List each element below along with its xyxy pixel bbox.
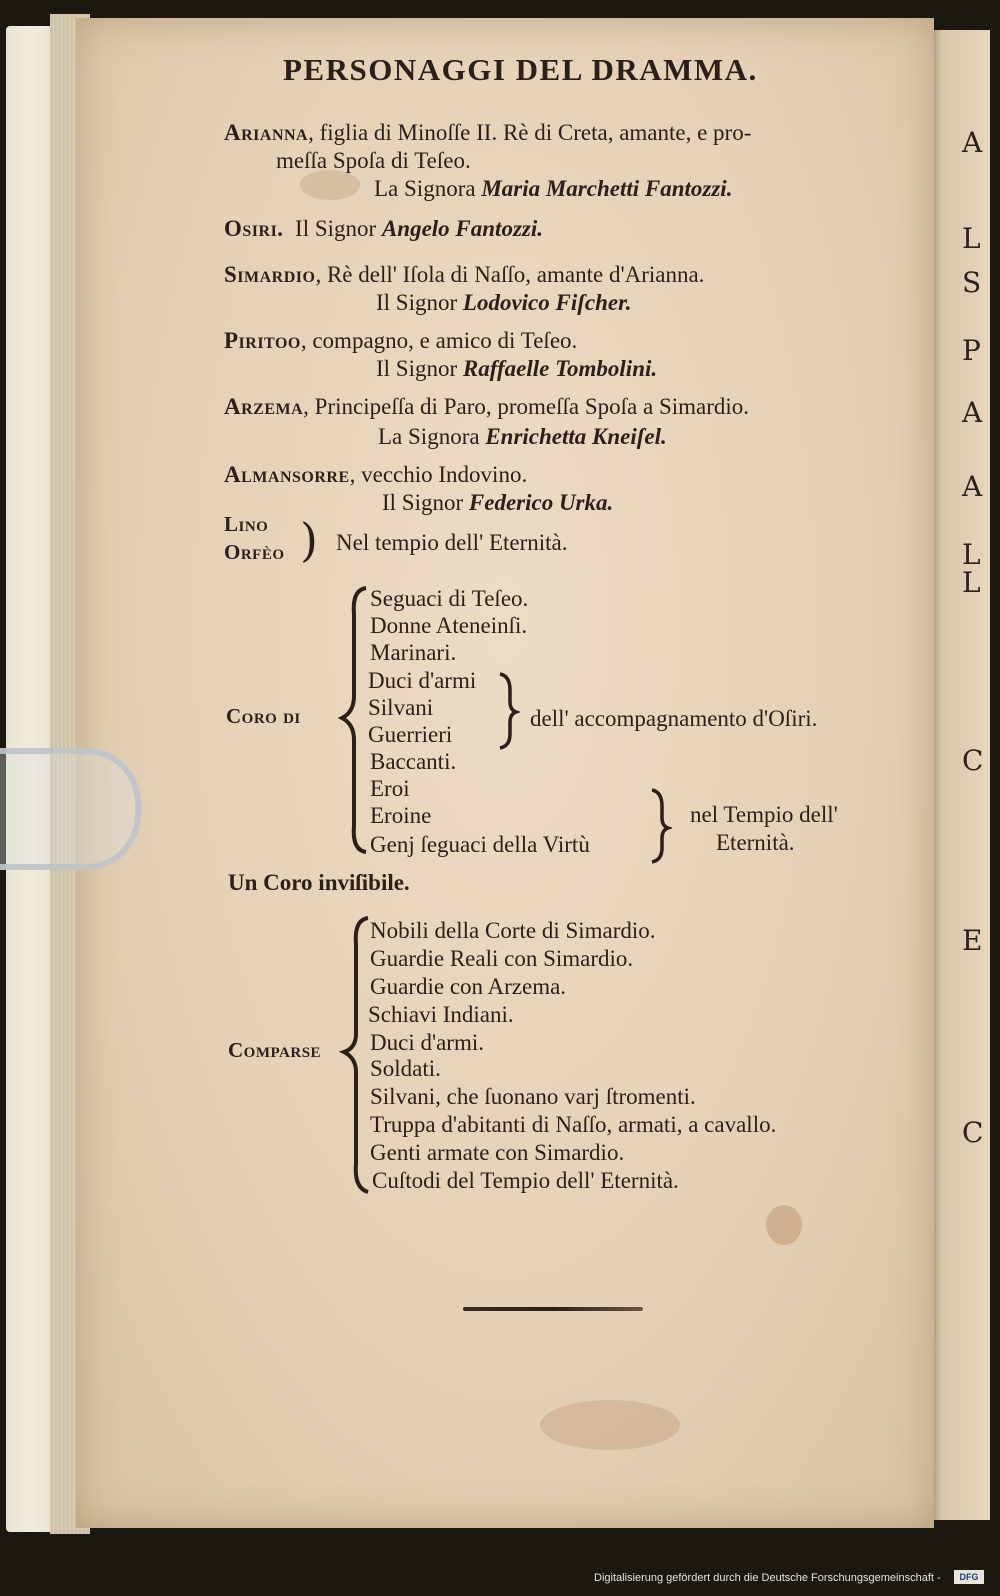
osiri-note: dell' accompagnamento d'Oſiri. [530, 706, 818, 731]
character-name-orfeo: Orfèo [224, 540, 285, 564]
performer-prefix: Il Signor [382, 490, 464, 515]
performer-name: Lodovico Fiſcher. [462, 290, 632, 315]
comparse-item: Guardie Reali con Simardio. [370, 946, 634, 971]
comparse-brace [338, 914, 372, 1196]
performer-line [382, 490, 613, 516]
character-entry-arianna [224, 120, 751, 146]
coro-item: Guerrieri [368, 722, 453, 747]
page-title: PERSONAGGI DEL DRAMMA. [283, 52, 758, 87]
character-name: Arzema [224, 394, 304, 419]
performer-line [378, 424, 667, 450]
coro-item: Duci d'armi [368, 668, 477, 693]
character-entry-almansorre [224, 462, 527, 488]
coro-item: Marinari. [370, 640, 457, 665]
facing-page-glyph: S [962, 266, 982, 299]
facing-page-glyph: L [962, 222, 981, 255]
character-entry-simardio [224, 262, 704, 288]
facing-page-glyph: A [962, 396, 983, 429]
performer-line [374, 176, 732, 202]
paper-stain [766, 1205, 802, 1245]
performer-name: Enrichetta Kneiſel. [485, 424, 667, 449]
coro-item: Genj ſeguaci della Virtù [370, 832, 590, 857]
comparse-item: Soldati. [370, 1056, 441, 1081]
character-description: , compagno, e amico di Teſeo. [300, 328, 578, 353]
facing-page-glyph: P [962, 334, 981, 367]
character-name: Piritoo [224, 328, 301, 353]
comparse-item: Silvani, che ſuonano varj ſtromenti. [370, 1084, 696, 1109]
comparse-item: Guardie con Arzema. [370, 974, 567, 999]
digitization-credit: Digitalisierung gefördert durch die Deutsche Forschungsgemeinschaft - [594, 1572, 941, 1584]
performer-prefix: La Signora [374, 176, 476, 201]
performer-prefix: Il Signor [376, 356, 458, 381]
character-entry-piritoo [224, 328, 577, 354]
character-description: , Rè dell' Iſola di Naſſo, amante d'Arianna. [315, 262, 705, 287]
coro-invisibile: Un Coro inviſibile. [228, 870, 410, 895]
lino-orfeo-note: Nel tempio dell' Eternità. [336, 530, 568, 555]
performer-prefix: La Signora [378, 424, 480, 449]
performer-line [376, 290, 632, 316]
coro-item: Donne Ateneinſi. [370, 613, 528, 638]
facing-page-glyph: C [962, 1116, 984, 1149]
comparse-item: Nobili della Corte di Simardio. [370, 918, 656, 943]
facing-page-glyph: A [962, 470, 983, 503]
character-name: Arianna [224, 120, 309, 145]
character-description: , figlia di Minoſſe II. Rè di Creta, amante, e pro- [308, 120, 752, 145]
osiri-brace [496, 670, 520, 752]
character-name-lino: Lino [224, 512, 269, 536]
performer-prefix: Il Signor [295, 216, 377, 241]
performer-name: Maria Marchetti Fantozzi. [481, 176, 733, 201]
paper-stain [300, 170, 360, 200]
page-clip [0, 748, 141, 870]
book-page [76, 18, 934, 1528]
facing-page-glyph: C [962, 744, 984, 777]
comparse-item: Duci d'armi. [370, 1030, 485, 1055]
closing-brace: ) [300, 513, 318, 567]
paper-stain [540, 1400, 680, 1450]
eternita-brace [648, 786, 672, 866]
facing-page-glyph: L [962, 538, 981, 571]
character-entry-arzema [224, 394, 749, 420]
character-name: Almansorre [224, 462, 350, 487]
coro-item: Seguaci di Teſeo. [370, 586, 529, 611]
end-rule [463, 1307, 643, 1311]
eternita-note: Eternità. [716, 830, 795, 855]
coro-brace [336, 584, 370, 856]
performer-prefix: Il Signor [376, 290, 458, 315]
character-description-cont: meſſa Spoſa di Teſeo. [276, 148, 471, 173]
performer-name: Angelo Fantozzi. [381, 216, 543, 241]
coro-item: Eroine [370, 803, 432, 828]
character-description: , vecchio Indovino. [349, 462, 528, 487]
performer-name: Raffaelle Tombolini. [462, 356, 658, 381]
coro-item: Baccanti. [370, 749, 457, 774]
comparse-item: Genti armate con Simardio. [370, 1140, 625, 1165]
character-description: , Principeſſa di Paro, promeſſa Spoſa a Simardio. [303, 394, 750, 419]
performer-line [376, 356, 657, 382]
facing-page-glyph: A [962, 126, 983, 159]
dfg-logo: DFG [954, 1570, 984, 1584]
character-name: Simardio [224, 262, 316, 287]
comparse-item: Schiavi Indiani. [368, 1002, 514, 1027]
coro-label: Coro di [226, 704, 301, 728]
character-name: Osiri. [224, 216, 284, 241]
facing-page-glyph: L [962, 566, 981, 599]
facing-page-glyph: E [962, 924, 983, 957]
character-entry-osiri [224, 216, 543, 242]
coro-item: Eroi [370, 776, 410, 801]
comparse-item: Cuſtodi del Tempio dell' Eternità. [372, 1168, 679, 1193]
comparse-label: Comparse [228, 1038, 322, 1062]
comparse-item: Truppa d'abitanti di Naſſo, armati, a cavallo. [370, 1112, 777, 1137]
performer-name: Federico Urka. [468, 490, 614, 515]
coro-item: Silvani [368, 695, 434, 720]
eternita-note: nel Tempio dell' [690, 802, 838, 827]
